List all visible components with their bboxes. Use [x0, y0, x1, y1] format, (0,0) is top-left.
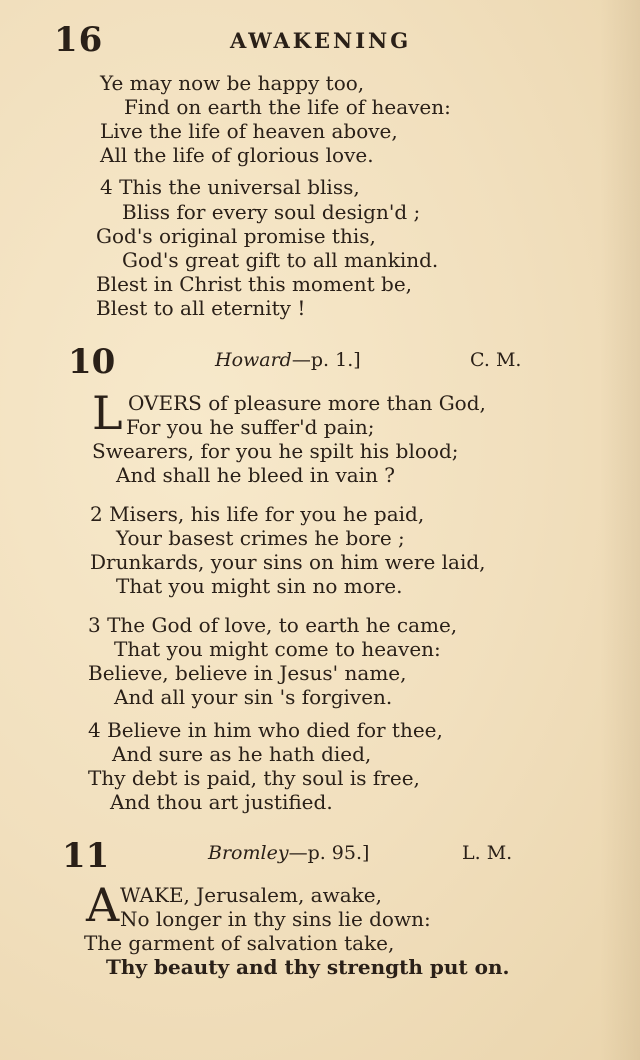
verse-line: God's great gift to all mankind.	[122, 248, 439, 272]
verse-line: For you he suffer'd pain;	[126, 415, 375, 439]
verse-line: Live the life of heaven above,	[100, 119, 398, 143]
verse-line: No longer in thy sins lie down:	[120, 907, 431, 931]
page-edge-shadow	[600, 0, 640, 1060]
verse-line: And sure as he hath died,	[112, 742, 372, 766]
verse-line: OVERS of pleasure more than God,	[128, 391, 486, 415]
drop-cap: A	[86, 878, 120, 932]
verse-line: Thy debt is paid, thy soul is free,	[88, 766, 420, 790]
tune-reference	[208, 842, 369, 864]
tune-reference	[215, 349, 361, 371]
verse-line: And shall he bleed in vain ?	[116, 463, 396, 487]
tune-page-ref: —p. 95.]	[288, 842, 370, 864]
verse-line: Your basest crimes he bore ;	[116, 526, 405, 550]
running-head: AWAKENING	[230, 28, 412, 53]
verse-line: And thou art justified.	[110, 790, 333, 814]
verse-line: 2 Misers, his life for you he paid,	[90, 502, 425, 526]
verse-line: Bliss for every soul design'd ;	[122, 200, 421, 224]
verse-line: Ye may now be happy too,	[100, 71, 365, 95]
drop-cap: L	[92, 386, 123, 440]
verse-line: Drunkards, your sins on him were laid,	[90, 550, 486, 574]
verse-line: Find on earth the life of heaven:	[124, 95, 451, 119]
verse-line: Believe, believe in Jesus' name,	[88, 661, 407, 685]
tune-name: Howard	[215, 349, 292, 371]
page-number: 16	[54, 20, 104, 60]
verse-line: 3 The God of love, to earth he came,	[88, 613, 458, 637]
verse-line: Thy beauty and thy strength put on.	[106, 955, 510, 979]
verse-line: 4 Believe in him who died for thee,	[88, 718, 443, 742]
meter: L. M.	[462, 842, 513, 864]
verse-line: Blest in Christ this moment be,	[96, 272, 413, 296]
verse-line: WAKE, Jerusalem, awake,	[120, 883, 382, 907]
verse-line: The garment of salvation take,	[84, 931, 395, 955]
verse-line: All the life of glorious love.	[100, 143, 374, 167]
verse-line: And all your sin 's forgiven.	[114, 685, 393, 709]
verse-line: 4 This the universal bliss,	[100, 175, 360, 199]
hymn-number: 10	[68, 342, 116, 382]
hymn-number: 11	[62, 836, 110, 876]
verse-line: That you might come to heaven:	[114, 637, 441, 661]
verse-line: Swearers, for you he spilt his blood;	[92, 439, 459, 463]
meter: C. M.	[470, 349, 522, 371]
tune-name: Bromley	[208, 842, 289, 864]
tune-page-ref: —p. 1.]	[291, 349, 361, 371]
verse-line: Blest to all eternity !	[96, 296, 306, 320]
verse-line: That you might sin no more.	[116, 574, 403, 598]
verse-line: God's original promise this,	[96, 224, 376, 248]
